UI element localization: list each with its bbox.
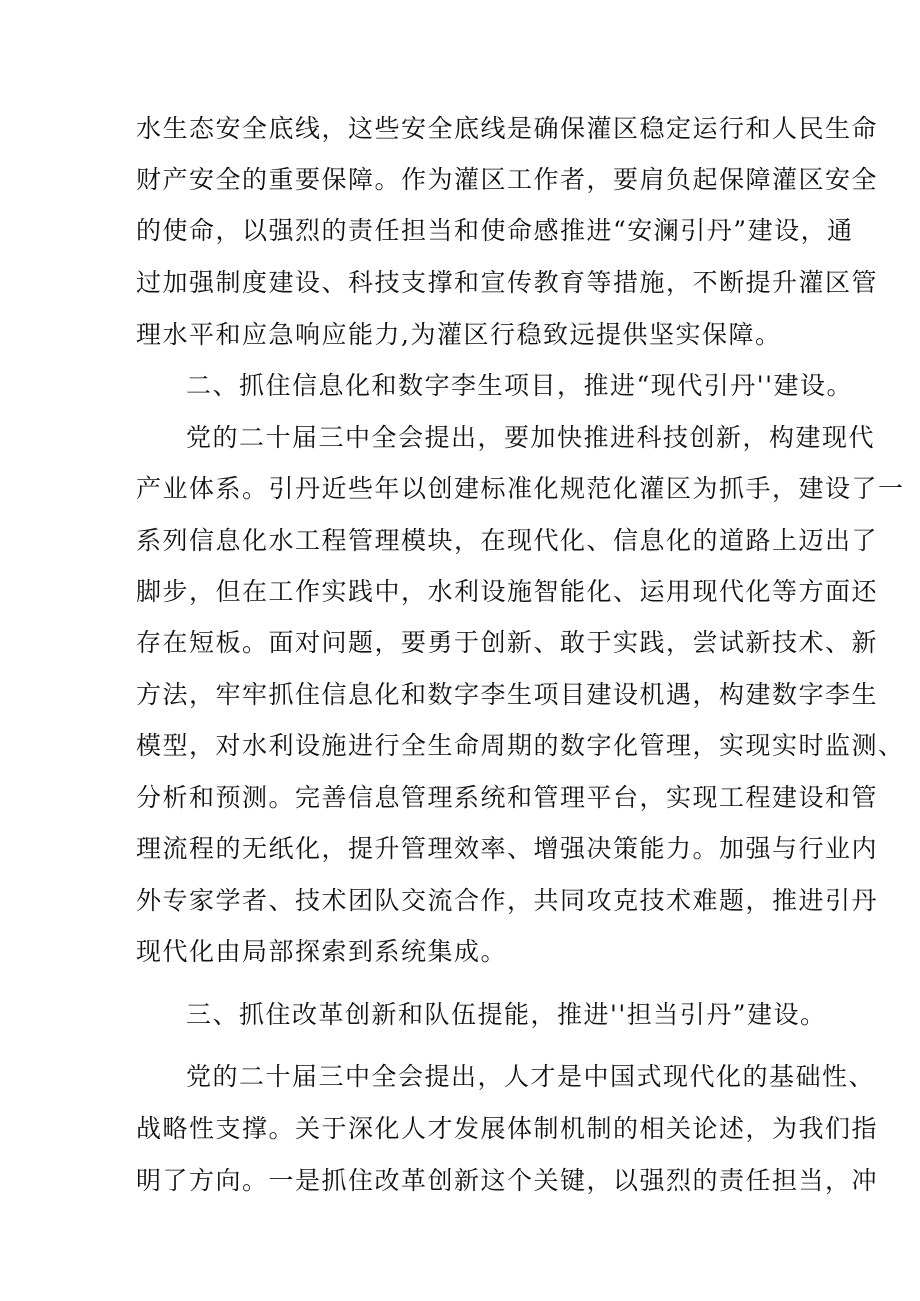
paragraph-line: 明了方向。一是抓住改革创新这个关键，以强烈的责任担当，冲 [136, 1166, 879, 1195]
paragraph-line: 现代化由局部探索到系统集成。 [136, 937, 508, 966]
paragraph-line: 模型，对水利设施进行全生命周期的数字化管理，实现实时监测、 [136, 731, 905, 760]
paragraph-line: 脚步，但在工作实践中，水利设施智能化、运用现代化等方面还 [136, 577, 879, 606]
section-heading: 二、抓住信息化和数字李生项目，推进“现代引丹''建设。 [186, 371, 854, 400]
paragraph-line: 外专家学者、技术团队交流合作，共同攻克技术难题，推进引丹 [136, 886, 879, 915]
paragraph-line: 党的二十届三中全会提出，人才是中国式现代化的基础性、 [186, 1062, 876, 1091]
paragraph-line: 财产安全的重要保障。作为灌区工作者，要肩负起保障灌区安全 [136, 165, 879, 194]
paragraph-line: 存在短板。面对问题，要勇于创新、敢于实践，尝试新技术、新 [136, 628, 879, 657]
paragraph-line: 方法，牢牢抓住信息化和数字李生项目建设机遇，构建数字李生 [136, 680, 879, 709]
paragraph-line: 党的二十届三中全会提出，要加快推进科技创新，构建现代 [186, 423, 876, 452]
paragraph-line: 水生态安全底线，这些安全底线是确保灌区稳定运行和人民生命 [136, 114, 879, 143]
paragraph-line: 过加强制度建设、科技支撑和宣传教育等措施，不断提升灌区管 [136, 268, 879, 297]
paragraph-line: 分析和预测。完善信息管理系统和管理平台，实现工程建设和管 [136, 783, 879, 812]
paragraph-line: 产业体系。引丹近些年以创建标准化规范化灌区为抓手，建设了一 [136, 474, 905, 503]
paragraph-line: 战略性支撑。关于深化人才发展体制机制的相关论述，为我们指 [136, 1114, 879, 1143]
section-heading: 三、抓住改革创新和队伍提能，推进''担当引丹”建设。 [186, 1000, 827, 1029]
paragraph-line: 系列信息化水工程管理模块，在现代化、信息化的道路上迈出了 [136, 526, 879, 555]
paragraph-line: 理流程的无纸化，提升管理效率、增强决策能力。加强与行业内 [136, 834, 879, 863]
paragraph-line: 理水平和应急响应能力,为灌区行稳致远提供坚实保障。 [136, 320, 782, 349]
paragraph-line: 的使命，以强烈的责任担当和使命感推进“安澜引丹”建设，通 [136, 216, 854, 245]
